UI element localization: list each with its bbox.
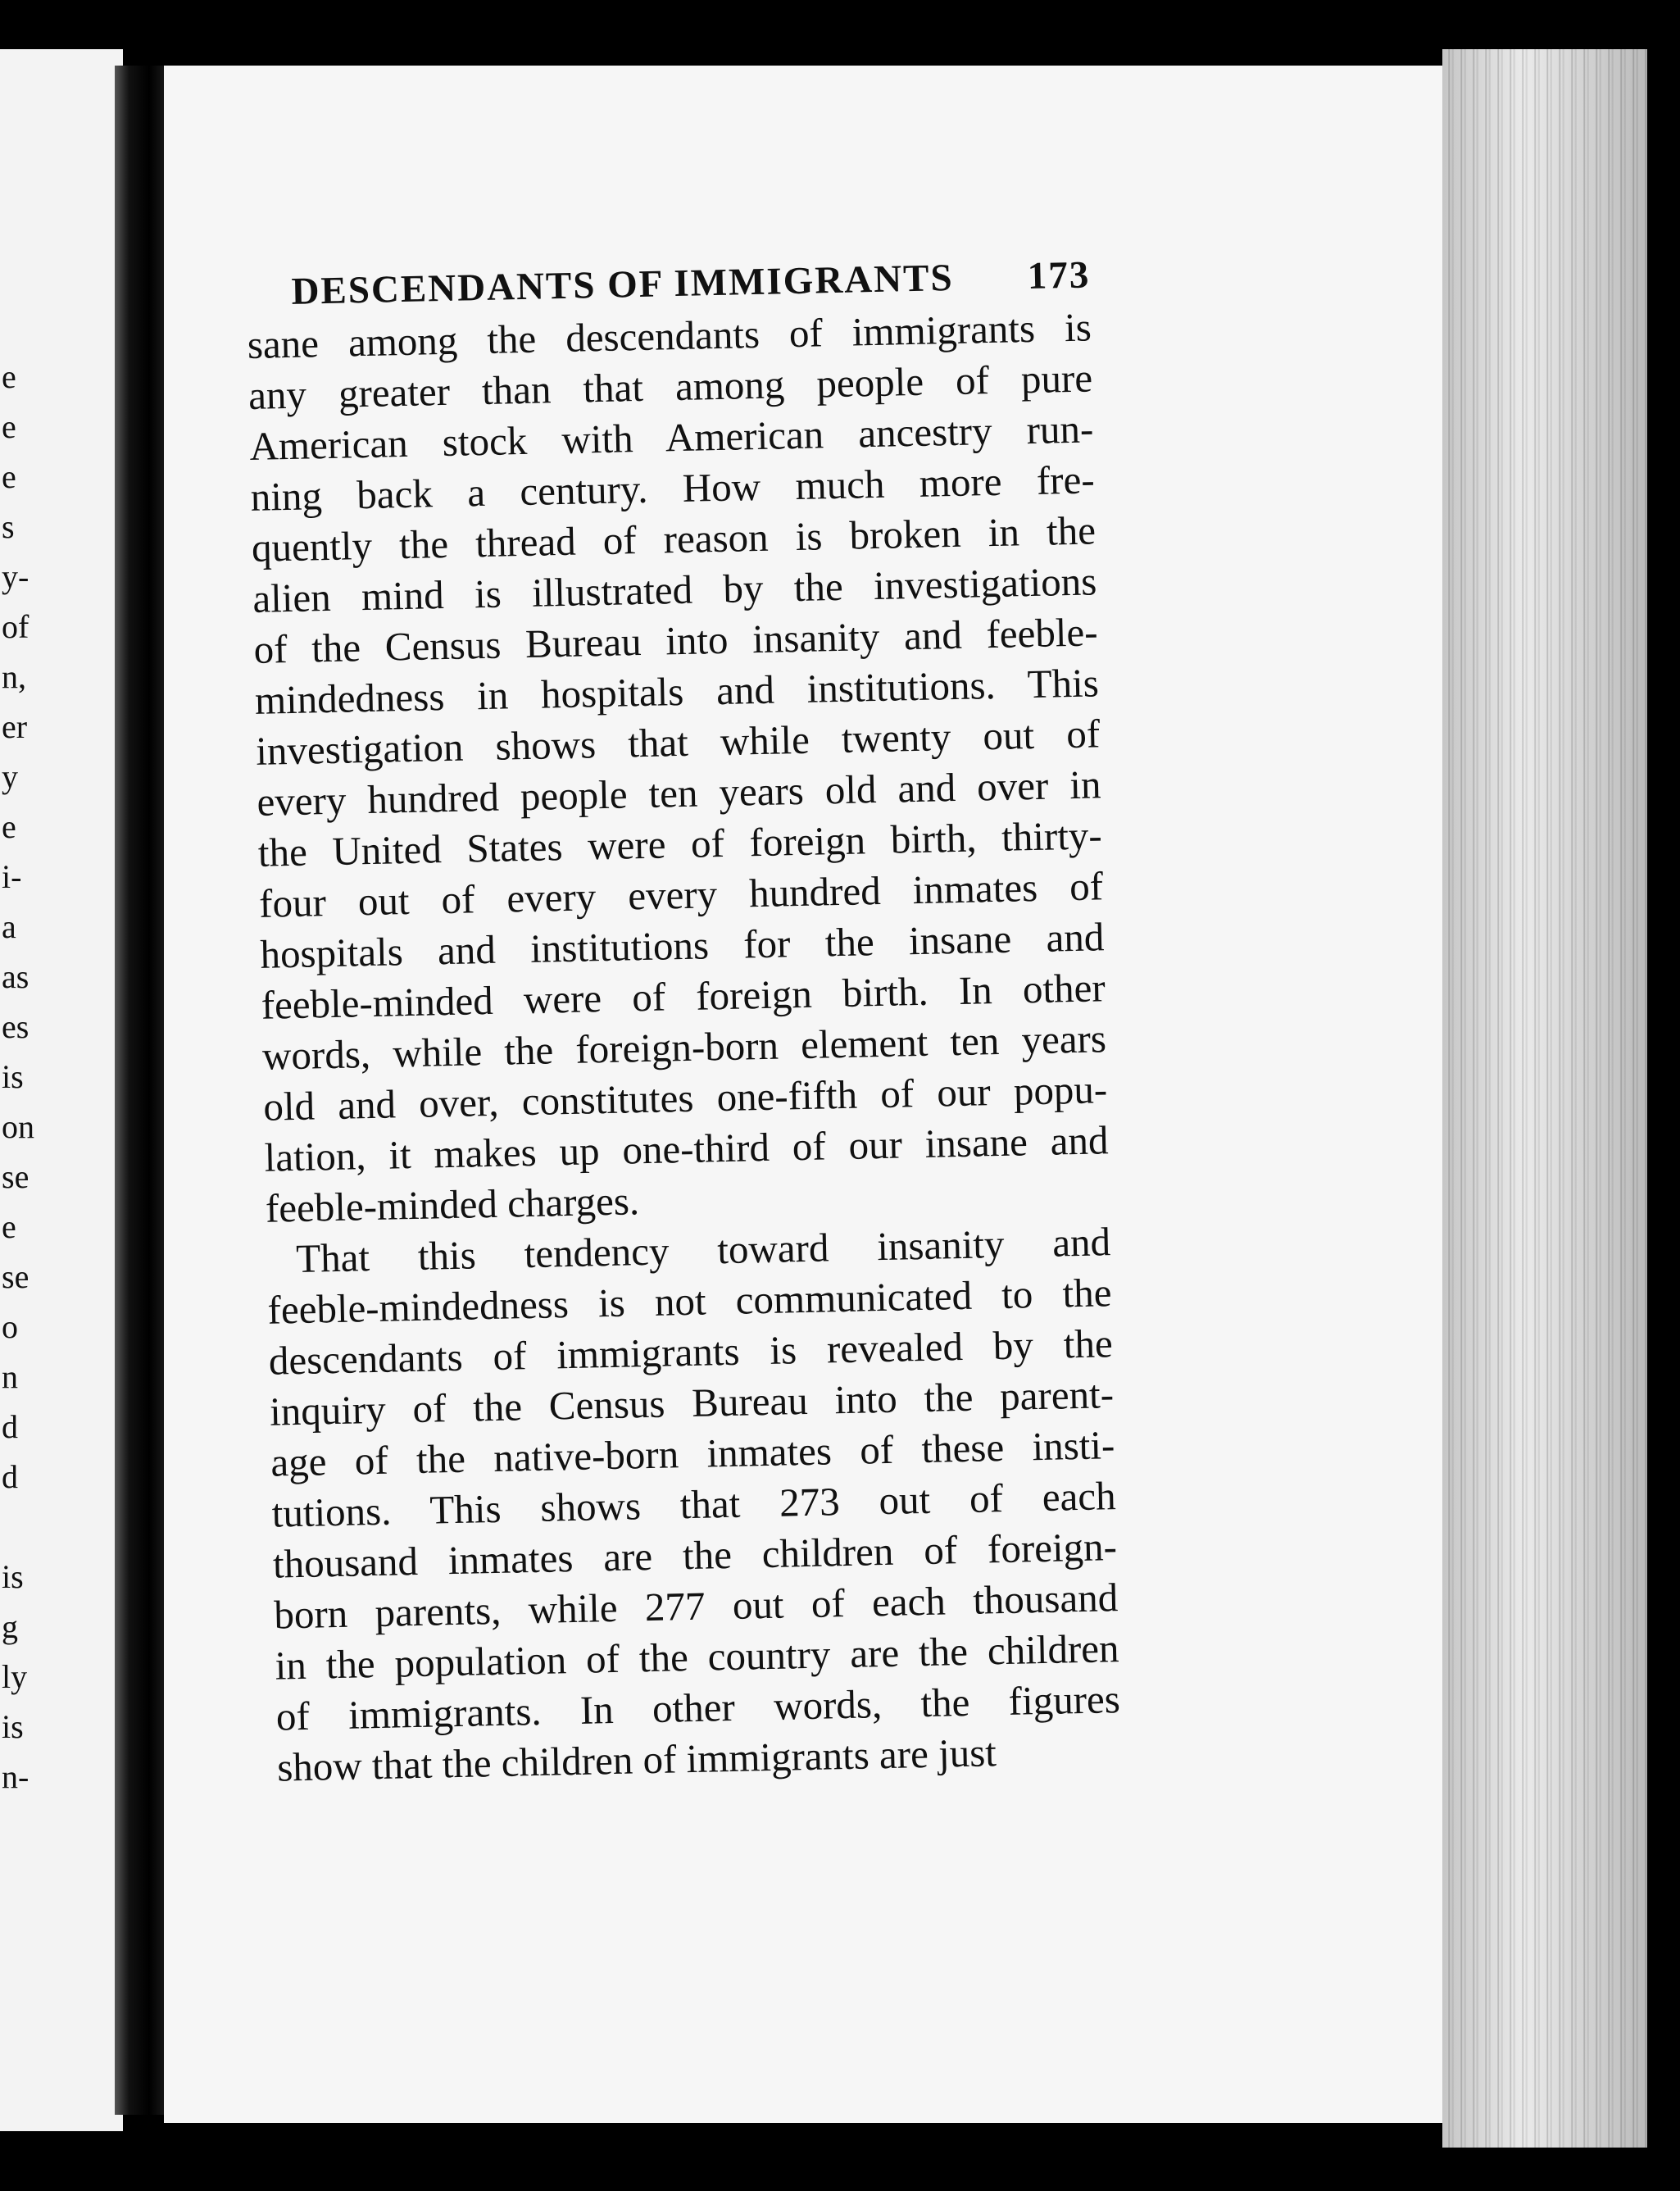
- left-page-fragment: d: [2, 1408, 18, 1445]
- running-head-title: DESCENDANTS OF IMMIGRANTS: [291, 256, 955, 313]
- left-page-fragment: as: [2, 958, 30, 995]
- left-page-fragment: e: [2, 358, 16, 395]
- text-line: every hundred people ten years old and over in: [257, 761, 1101, 825]
- text-line: in the population of the country are the children: [275, 1625, 1120, 1689]
- text-line: old and over, constitutes one-fifth of our popu-: [262, 1066, 1108, 1130]
- left-page-fragment: se: [2, 1158, 30, 1195]
- left-page-fragment: e: [2, 808, 16, 845]
- text-line: the United States were of foreign birth, thirty-: [257, 812, 1103, 875]
- text-line: American stock with American ancestry run-: [248, 406, 1094, 469]
- left-page-fragment: n,: [2, 658, 26, 695]
- text-line: four out of every every hundred inmates of: [258, 863, 1104, 926]
- left-page-fragment: is: [2, 1558, 24, 1595]
- text-line: ning back a century. How much more fre-: [250, 457, 1096, 520]
- text-line: tutions. This shows that 273 out of each: [271, 1473, 1117, 1536]
- text-line: descendants of immigrants is revealed by the: [268, 1321, 1114, 1384]
- text-line: feeble-minded charges.: [265, 1178, 640, 1231]
- left-page-fragment: d: [2, 1458, 18, 1495]
- left-page-fragment: y-: [2, 558, 30, 595]
- left-page-fragment: n: [2, 1358, 18, 1395]
- text-line: show that the children of immigrants are just: [276, 1730, 997, 1790]
- left-page-fragment: g: [2, 1608, 18, 1645]
- page-number: 173: [1027, 253, 1091, 298]
- left-page-fragment: is: [2, 1058, 24, 1095]
- left-page-fragment: a: [2, 908, 16, 945]
- text-line: alien mind is illustrated by the investigations: [252, 558, 1097, 621]
- text-line: thousand inmates are the children of foreign-: [272, 1524, 1118, 1587]
- text-line: quently the thread of reason is broken in the: [251, 507, 1097, 570]
- left-page-fragment: s: [2, 508, 15, 545]
- left-page-fragment: n-: [2, 1758, 30, 1795]
- text-line: age of the native-born inmates of these insti-: [270, 1422, 1115, 1485]
- text-line: sane among the descendants of immigrants is: [247, 304, 1092, 367]
- page-edges: [1442, 49, 1647, 2148]
- text-line: investigation shows that while twenty out of: [255, 711, 1101, 774]
- left-page-fragment: o: [2, 1308, 18, 1345]
- text-line: of immigrants. In other words, the figures: [275, 1676, 1121, 1739]
- paragraph: [266, 1216, 1122, 1793]
- left-page-fragment: e: [2, 408, 16, 445]
- text-line: inquiry of the Census Bureau into the parent-: [269, 1371, 1115, 1434]
- text-line: That this tendency toward insanity and: [295, 1219, 1111, 1281]
- left-page-fragment: er: [2, 708, 28, 745]
- text-line: of the Census Bureau into insanity and feeble-: [253, 609, 1099, 672]
- page-text: [246, 252, 1122, 1793]
- left-page-fragment: of: [2, 608, 30, 645]
- left-page: [0, 49, 123, 2131]
- left-page-fragment: e: [2, 458, 16, 495]
- left-page-fragment: e: [2, 1208, 16, 1245]
- text-line: born parents, while 277 out of each thousand: [273, 1575, 1119, 1638]
- text-line: feeble-mindedness is not communicated to the: [266, 1270, 1112, 1333]
- paragraph: [247, 302, 1110, 1234]
- left-page-fragment: on: [2, 1108, 34, 1145]
- left-page-fragment: i-: [2, 858, 22, 895]
- body-text: [247, 302, 1121, 1793]
- text-line: hospitals and institutions for the insane and: [259, 914, 1105, 977]
- left-page-fragment: y: [2, 758, 18, 795]
- left-page-fragment: is: [2, 1708, 24, 1745]
- text-line: any greater than that among people of pure: [247, 355, 1093, 418]
- left-page-fragment: ly: [2, 1658, 28, 1695]
- text-line: words, while the foreign-born element ten years: [261, 1016, 1107, 1079]
- left-page-fragment: es: [2, 1008, 30, 1045]
- left-page-fragment: se: [2, 1258, 30, 1295]
- text-line: mindedness in hospitals and institutions. This: [254, 660, 1100, 723]
- text-line: lation, it makes up one-third of our insane and: [264, 1117, 1110, 1180]
- text-line: feeble-minded were of foreign birth. In other: [261, 965, 1106, 1028]
